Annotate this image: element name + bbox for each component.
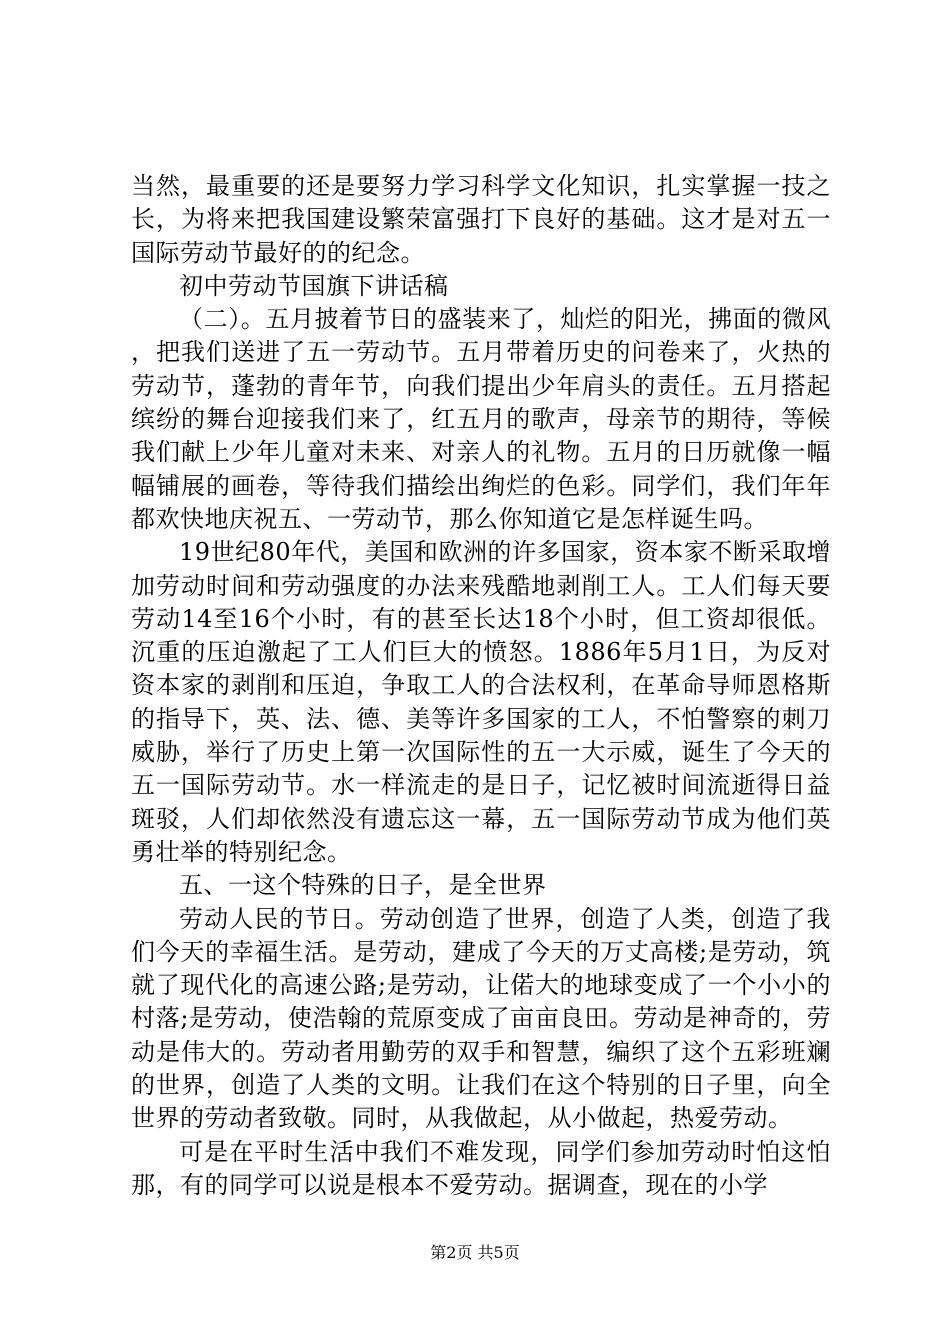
paragraph-4: 19世纪80年代，美国和欧洲的许多国家，资本家不断采取增加劳动时间和劳动强度的办法来残酷地剥削工人。工人们每天要劳动14至16个小时，有的甚至长达18个小时，但工资却很低。沉重的压迫激起了工人们巨大的愤怒。1886年5月1日，为反对资本家的剥削和压迫，争取工人的合法权利，在革命导师恩格斯的指导下，英、法、德、美等许多国家的工人，不怕警察的刺刀威胁，举行了历史上第一次国际性的五一大示威，诞生了今天的五一国际劳动节。水一样流走的是日子，记忆被时间流逝得日益斑驳，人们却依然没有遗忘这一幕，五一国际劳动节成为他们英勇壮举的特别纪念。	[131, 538, 831, 866]
paragraph-6: 劳动人民的节日。劳动创造了世界，创造了人类，创造了我们今天的幸福生活。是劳动，建成了今天的万丈高楼;是劳动，筑就了现代化的高速公路;是劳动，让偌大的地球变成了一个小小的村落;是劳动，使浩翰的荒原变成了亩亩良田。劳动是神奇的，劳动是伟大的。劳动者用勤劳的双手和智慧，编织了这个五彩班斓的世界，创造了人类的文明。让我们在这个特别的日子里，向全世界的劳动者致敬。同时，从我做起，从小做起，热爱劳动。	[131, 904, 831, 1133]
paragraph-3: （二）。五月披着节日的盛装来了，灿烂的阳光，拂面的微风，把我们送进了五一劳动节。五月带着历史的问卷来了，火热的劳动节，蓬勃的青年节，向我们提出少年肩头的责任。五月搭起缤纷的舞台迎接我们来了，红五月的歌声，母亲节的期待，等候我们献上少年儿童对未来、对亲人的礼物。五月的日历就像一幅幅铺展的画卷，等待我们描绘出绚烂的色彩。同学们，我们年年都欢快地庆祝五、一劳动节，那么你知道它是怎样诞生吗。	[131, 305, 831, 533]
paragraph-1: 当然，最重要的还是要努力学习科学文化知识，扎实掌握一技之长，为将来把我国建设繁荣富强打下良好的基础。这才是对五一国际劳动节最好的的纪念。	[131, 172, 831, 267]
page-number-footer: 第2页 共5页	[430, 1243, 520, 1262]
document-body	[131, 170, 831, 1202]
paragraph-7: 可是在平时生活中我们不难发现，同学们参加劳动时怕这怕那，有的同学可以说是根本不爱劳动。据调查，现在的小学	[131, 1137, 831, 1199]
paragraph-2-heading: 初中劳动节国旗下讲话稿	[179, 271, 449, 300]
paragraph-5: 五、一这个特殊的日子，是全世界	[179, 871, 547, 900]
